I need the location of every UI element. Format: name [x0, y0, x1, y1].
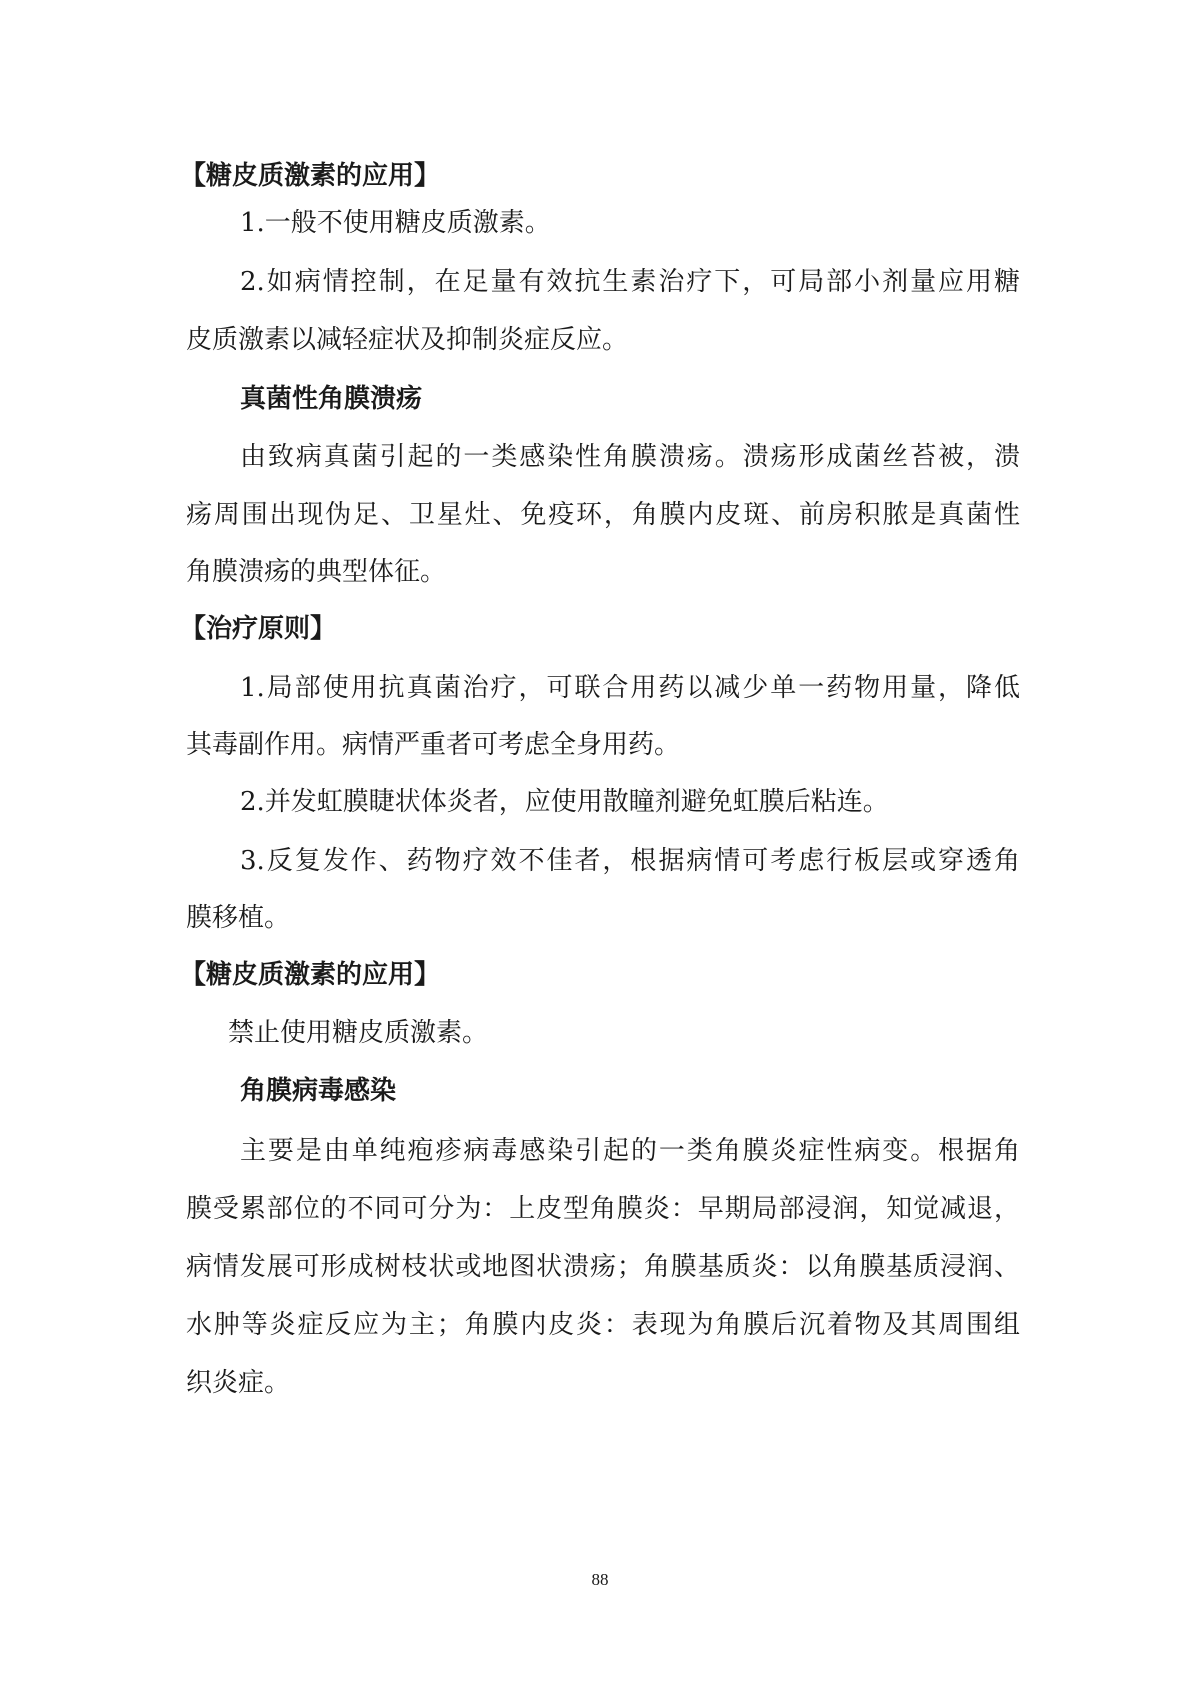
page-number: 88 — [591, 1570, 609, 1589]
